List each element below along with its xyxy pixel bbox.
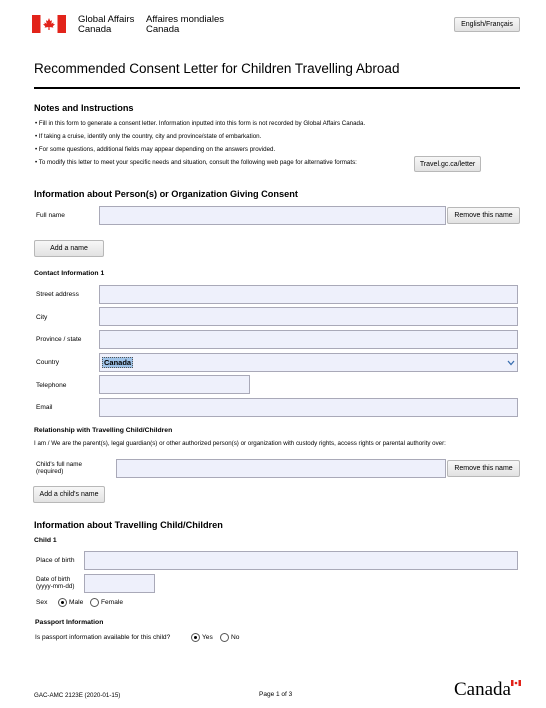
- sex-label: Sex: [36, 599, 48, 606]
- gov-name-en-line2: Canada: [78, 24, 112, 35]
- relationship-statement: I am / We are the parent(s), legal guardian(s) or other authorized person(s) or organization with custody rights, access rights or parental authority over:: [34, 440, 446, 447]
- province-input[interactable]: [99, 330, 518, 349]
- language-toggle-button[interactable]: English/Français: [454, 17, 520, 32]
- child-name-input[interactable]: [116, 459, 446, 478]
- child-1-heading: Child 1: [34, 537, 57, 544]
- passport-yes-radio[interactable]: [191, 633, 200, 642]
- child-name-label-line2: (required): [36, 467, 64, 475]
- gov-name-french: [146, 15, 224, 35]
- telephone-input[interactable]: [99, 375, 250, 394]
- email-label: Email: [36, 404, 53, 411]
- notes-bullet-4: • To modify this letter to meet your specific needs and situation, consult the following web page for alternative formats:: [35, 159, 357, 166]
- street-address-label: Street address: [36, 291, 79, 298]
- canada-flag-icon: [32, 15, 66, 33]
- gov-name-fr-line2: Canada: [146, 24, 180, 35]
- dob-label-line1: Date of birth: [36, 576, 71, 583]
- sex-female-radio[interactable]: [90, 598, 99, 607]
- notes-bullet-1: • Fill in this form to generate a consent letter. Information inputted into this form is not recorded by Global Affairs Canada.: [35, 120, 366, 127]
- dob-label: [36, 577, 74, 590]
- add-name-button[interactable]: Add a name: [34, 240, 104, 257]
- remove-name-button[interactable]: Remove this name: [447, 207, 520, 224]
- place-of-birth-label: Place of birth: [36, 557, 75, 564]
- city-label: City: [36, 314, 48, 321]
- street-address-input[interactable]: [99, 285, 518, 304]
- child-info-heading: Information about Travelling Child/Children: [34, 520, 223, 530]
- city-input[interactable]: [99, 307, 518, 326]
- contact-info-heading: Contact Information 1: [34, 270, 105, 277]
- child-name-label: [36, 462, 82, 475]
- page-title: Recommended Consent Letter for Children Travelling Abroad: [34, 61, 400, 76]
- add-child-name-button[interactable]: Add a child's name: [33, 486, 105, 503]
- title-divider: [34, 87, 520, 89]
- full-name-input[interactable]: [99, 206, 446, 225]
- consent-section-heading: Information about Person(s) or Organization Giving Consent: [34, 189, 298, 199]
- place-of-birth-input[interactable]: [84, 551, 518, 570]
- sex-male-label: Male: [69, 599, 84, 606]
- gov-name-english: [78, 15, 134, 35]
- remove-child-name-button[interactable]: Remove this name: [447, 460, 520, 477]
- dob-input[interactable]: [84, 574, 155, 593]
- child-name-label-line1: Child's full name: [36, 461, 82, 468]
- form-code: GAC-AMC 2123E (2020-01-15): [34, 692, 121, 699]
- notes-heading: Notes and Instructions: [34, 103, 134, 113]
- canada-wordmark-text: Canada: [454, 679, 511, 700]
- passport-heading: Passport Information: [35, 619, 104, 626]
- gov-name-fr-line1: Affaires mondiales: [146, 14, 224, 25]
- canada-wordmark: [454, 679, 522, 701]
- page-number: Page 1 of 3: [259, 691, 293, 698]
- email-input[interactable]: [99, 398, 518, 417]
- gov-name-en-line1: Global Affairs: [78, 14, 135, 25]
- dob-label-line2: (yyyy-mm-dd): [36, 582, 75, 590]
- full-name-label: Full name: [36, 212, 65, 219]
- wordmark-flag-icon: [511, 680, 521, 686]
- country-select[interactable]: [99, 353, 518, 372]
- passport-question: Is passport information available for this child?: [35, 634, 171, 641]
- passport-yes-label: Yes: [202, 634, 213, 641]
- sex-male-radio[interactable]: [58, 598, 67, 607]
- passport-no-label: No: [231, 634, 240, 641]
- chevron-down-icon[interactable]: [505, 355, 516, 370]
- province-label: Province / state: [36, 336, 82, 343]
- passport-no-radio[interactable]: [220, 633, 229, 642]
- travel-letter-link-button[interactable]: Travel.gc.ca/letter: [414, 156, 481, 172]
- telephone-label: Telephone: [36, 382, 67, 389]
- country-label: Country: [36, 359, 60, 366]
- sex-female-label: Female: [101, 599, 123, 606]
- notes-bullet-2: • If taking a cruise, identify only the country, city and province/state of embarkation.: [35, 133, 262, 140]
- notes-bullet-3: • For some questions, additional fields may appear depending on the answers provided.: [35, 146, 276, 153]
- country-select-value: Canada: [104, 358, 132, 367]
- relationship-heading: Relationship with Travelling Child/Children: [34, 427, 173, 434]
